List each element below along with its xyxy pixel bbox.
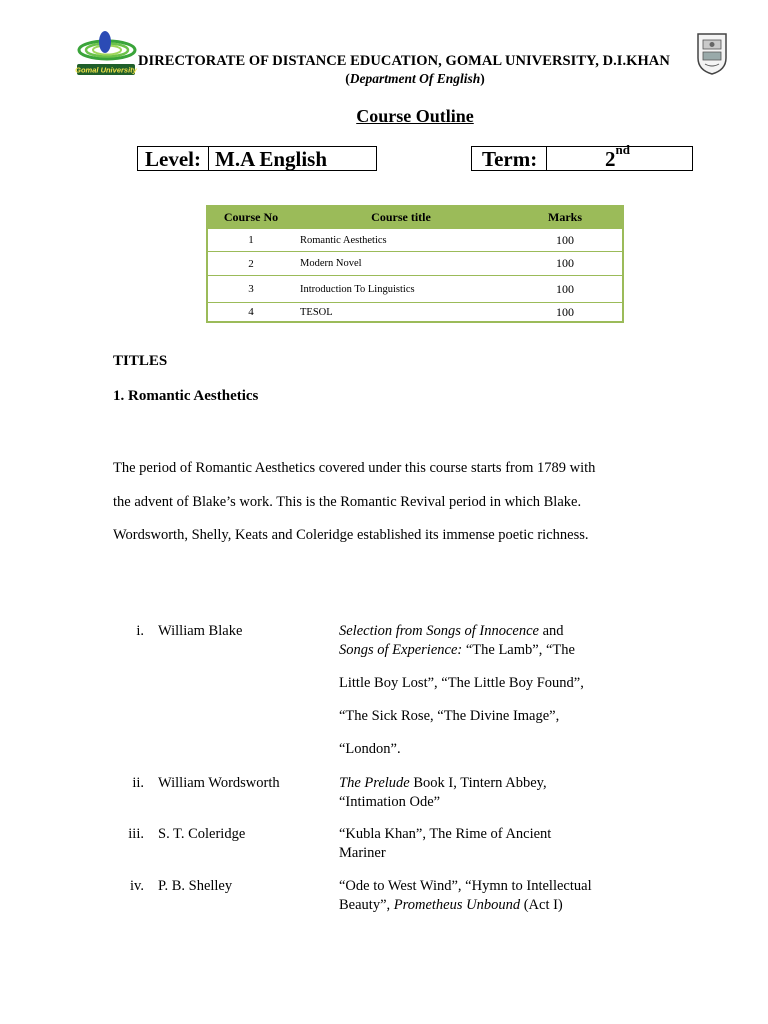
paragraph-line: The period of Romantic Aesthetics covered under this course starts from 1789 with [113, 460, 596, 476]
svg-text:Gomal University: Gomal University [75, 65, 137, 75]
paragraph-line: Wordsworth, Shelly, Keats and Coleridge established its immense poetic richness. [113, 527, 589, 543]
course-no: 1 [248, 234, 254, 246]
course-table [206, 205, 624, 323]
course-marks: 100 [556, 304, 574, 319]
list-item-number: ii. [132, 775, 144, 791]
table-header-row [208, 207, 622, 228]
titles-heading: TITLES [113, 353, 168, 369]
author-works: The Prelude Book I, Tintern Abbey, “Intimation Ode” [339, 775, 547, 810]
course-marks: 100 [556, 256, 574, 270]
course-no: 2 [248, 257, 254, 270]
table-row [208, 275, 622, 302]
term-label: Term: [471, 146, 547, 171]
table-row [208, 251, 622, 275]
table-row [208, 228, 622, 251]
author-works: “Kubla Khan”, The Rime of Ancient Mariner [339, 826, 552, 861]
list-item-number: i. [136, 623, 144, 639]
course-no: 3 [248, 283, 254, 295]
course-title: TESOL [300, 306, 333, 318]
directorate-title: DIRECTORATE OF DISTANCE EDUCATION, GOMAL UNIVERSITY, D.I.KHAN [138, 53, 670, 69]
course-title: Introduction To Linguistics [300, 283, 415, 295]
table-row [208, 302, 622, 321]
author-works: Selection from Songs of Innocence and Songs of Experience: “The Lamb”, “The Little Boy Lost”, “The Little Boy Found”, “The Sick Rose, “The Divine Image”, “London”. [339, 623, 584, 757]
intro-paragraph [113, 452, 653, 553]
course-no: 4 [248, 306, 254, 318]
course-marks: 100 [556, 281, 574, 296]
author-works: “Ode to West Wind”, “Hymn to Intellectual Beauty”, Prometheus Unbound (Act I) [339, 878, 592, 913]
course-outline-title: Course Outline [356, 106, 474, 126]
course-marks: 100 [556, 232, 574, 247]
author-name: William Blake [158, 623, 243, 639]
col-header-course-title: Course title [371, 210, 431, 224]
level-value: M.A English [208, 146, 377, 171]
author-name: William Wordsworth [158, 775, 280, 791]
university-seal-logo [694, 30, 730, 76]
course-title: Modern Novel [300, 258, 362, 269]
list-item-number: iii. [128, 826, 144, 842]
col-header-marks: Marks [548, 210, 582, 224]
term-value: 2nd [546, 146, 693, 171]
author-name: S. T. Coleridge [158, 826, 246, 842]
author-name: P. B. Shelley [158, 878, 233, 894]
section-heading-romantic-aesthetics: 1. Romantic Aesthetics [113, 388, 259, 404]
course-title: Romantic Aesthetics [300, 234, 387, 246]
level-label: Level: [137, 146, 209, 171]
department-subtitle: (Department Of English) [345, 71, 485, 86]
list-item-number: iv. [130, 878, 144, 894]
col-header-course-no: Course No [223, 210, 279, 224]
paragraph-line: the advent of Blake’s work. This is the Romantic Revival period in which Blake. [113, 493, 582, 510]
